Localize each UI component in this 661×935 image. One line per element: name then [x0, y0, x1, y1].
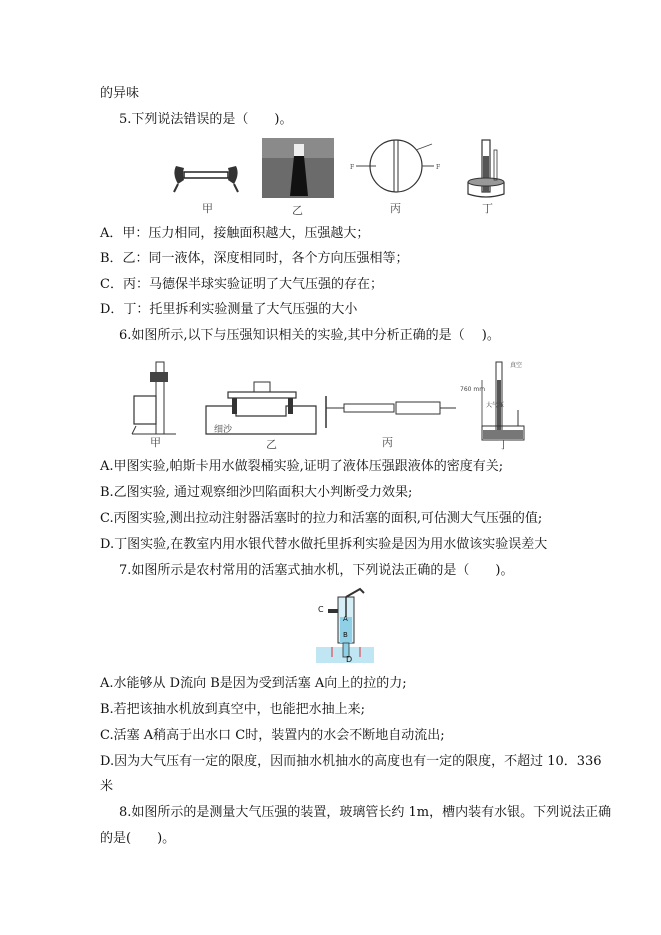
- figure-q7: [310, 587, 380, 667]
- option-7a: A.水能够从 D流向 B是因为受到活塞 A向上的拉的力;: [100, 676, 407, 691]
- label-C: C: [318, 605, 324, 614]
- torricelli-figure: [468, 140, 504, 197]
- question-8-cont: 的是( )。: [100, 831, 176, 846]
- caption-jia: 甲: [202, 202, 213, 215]
- caption6-jia: 甲: [150, 436, 161, 449]
- caption-yi: 乙: [292, 204, 303, 217]
- sand-label: 细沙: [214, 425, 233, 435]
- option-6c: C.丙图实验,测出拉动注射器活塞时的拉力和活塞的面积,可估测大气压强的值;: [100, 511, 543, 526]
- caption6-ding: 丁: [498, 438, 509, 451]
- option-7d-cont: 米: [100, 779, 114, 794]
- figure-q5: [170, 136, 520, 216]
- label-B: B: [343, 631, 348, 639]
- svg-text:F: F: [350, 164, 355, 171]
- question-5: 5.下列说法错误的是（ )。: [119, 112, 293, 127]
- barrel-figure: [132, 362, 176, 434]
- text-line-prev: 的异味: [100, 86, 140, 101]
- pencil-figure: [174, 166, 238, 192]
- option-6b: B.乙图实验, 通过观察细沙凹陷面积大小判断受力效果;: [100, 485, 413, 500]
- option-7c: C.活塞 A稍高于出水口 C时，装置内的水会不断地自动流出;: [100, 728, 445, 743]
- option-6d: D.丁图实验,在教室内用水银代替水做托里拆利实验是因为用水做该实验误差大: [100, 537, 548, 552]
- hemisphere-figure: [350, 140, 440, 192]
- figure-q6-drawing: [120, 356, 540, 446]
- option-5c: C．丙：马德保半球实验证明了大气压强的存在；: [100, 277, 383, 292]
- vacuum-label: 真空: [510, 362, 523, 369]
- label-A: A: [343, 615, 348, 623]
- figure-q6: [120, 356, 540, 451]
- atm-label: 大气压: [486, 402, 505, 409]
- photo-figure: [262, 138, 334, 198]
- caption6-bing: 丙: [382, 436, 393, 449]
- option-5a: A．甲：压力相同，接触面积越大，压强越大；: [100, 226, 370, 241]
- option-5d: D．丁：托里拆利实验测量了大气压强的大小: [100, 302, 358, 317]
- question-6: 6.如图所示,以下与压强知识相关的实验,其中分析正确的是（ )。: [119, 328, 500, 343]
- question-7: 7.如图所示是农村常用的活塞式抽水机，下列说法正确的是（ )。: [119, 563, 514, 578]
- question-8: 8.如图所示的是测量大气压强的装置，玻璃管长约 1m，槽内装有水银。下列说法正确: [119, 805, 612, 820]
- figure-q5-drawing: [170, 136, 520, 216]
- figure-q7-drawing: [310, 587, 380, 667]
- caption6-yi: 乙: [266, 438, 277, 451]
- syringe-figure: [326, 396, 456, 428]
- option-7b: B.若把该抽水机放到真空中，也能把水抽上来;: [100, 702, 366, 717]
- option-7d: D.因为大气压有一定的限度，因而抽水机抽水的高度也有一定的限度，不超过 10．336: [100, 754, 602, 769]
- label-D: D: [346, 655, 353, 664]
- mm-label: 760 mm: [460, 386, 486, 393]
- option-6a: A.甲图实验,帕斯卡用水做裂桶实验,证明了液体压强跟液体的密度有关;: [100, 459, 504, 474]
- svg-text:F: F: [436, 164, 441, 171]
- caption-bing: 丙: [390, 202, 401, 215]
- caption-ding: 丁: [482, 202, 493, 215]
- option-5b: B．乙：同一液体，深度相同时，各个方向压强相等；: [100, 251, 409, 266]
